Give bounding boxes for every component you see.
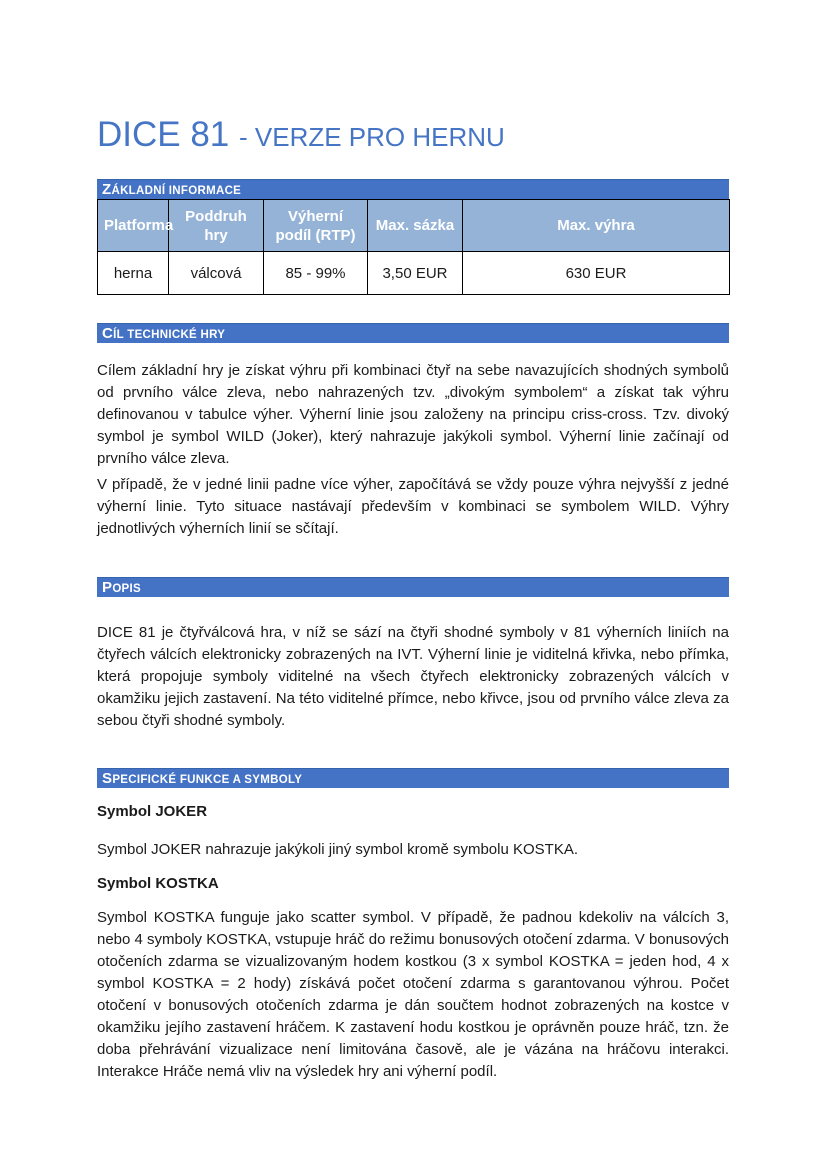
symbol-kostka-paragraph: Symbol KOSTKA funguje jako scatter symbol. V případě, že padnou kdekoliv na válcích 3, nebo 4 symboly KOSTKA, vstupuje hráč do režimu bonusových otočení zdarma. V bonusových otočeních zdarma se vizualizovaným hodem kostkou (3 x symbol KOSTKA = jeden hod, 4 x symbol KOSTKA = 2 hody) získává počet otočení zdarma s garantovanou výhrou. Počet otočení v bonusových otočeních zdarma je dán součtem hodnot zobrazených na kostce v okamžiku jejího zastavení hráčem. K zastavení hodu kostkou je oprávněn pouze hráč, tzn. že doba přehrávání vizualizace není limitována časově, ale je vázána na hráčovu interakci. Interakce Hráče nemá vliv na výsledek hry ani výherní podíl. [97, 909, 729, 1080]
section-header-specificke-funkce: SPECIFICKÉ FUNKCE A SYMBOLY [97, 768, 729, 788]
symbol-kostka-heading: Symbol KOSTKA [97, 875, 219, 892]
cell-platforma: herna [98, 252, 169, 295]
symbol-joker-heading: Symbol JOKER [97, 803, 208, 820]
col-header-max-sazka: Max. sázka [368, 200, 463, 252]
symbol-joker-paragraph: Symbol JOKER nahrazuje jakýkoli jiný symbol kromě symbolu KOSTKA. [97, 841, 578, 858]
page-title [97, 112, 729, 160]
goal-paragraph-2: V případě, že v jedné linii padne více výher, započítává se vždy pouze výhra nejvyšší z jedné výherní linie. Tyto situace nastávají především v kombinaci se symbolem WILD. Výhry jednotlivých výherních linií se sčítají. [97, 476, 729, 537]
cell-max-sazka: 3,50 EUR [368, 252, 463, 295]
cell-poddruh-hry: válcová [169, 252, 264, 295]
page-title-subtitle: - VERZE PRO HERNU [239, 122, 505, 152]
col-header-poddruh-hry: Poddruh hry [169, 200, 264, 252]
cell-vyherni-podil: 85 - 99% [264, 252, 368, 295]
page-title-main: DICE 81 [97, 115, 230, 154]
basic-info-table [97, 199, 730, 295]
col-header-platforma: Platforma [98, 200, 169, 252]
goal-paragraph-1: Cílem základní hry je získat výhru při kombinaci čtyř na sebe navazujících shodných symbolů od prvního válce zleva, nebo nahrazených tzv. „divokým symbolem“ a získat tak výhru definovanou v tabulce výher. Výherní linie jsou založeny na principu criss-cross. Tzv. divoký symbol je symbol WILD (Joker), který nahrazuje jakýkoli symbol. Výherní linie začínají od prvního válce zleva. [97, 362, 729, 467]
section-header-popis: POPIS [97, 577, 729, 597]
section-header-zakladni-informace: ZÁKLADNÍ INFORMACE [97, 179, 729, 199]
section-header-cil-technicke-hry: CÍL TECHNICKÉ HRY [97, 323, 729, 343]
table-row [98, 252, 730, 295]
col-header-max-vyhra: Max. výhra [463, 200, 730, 252]
table-header-row [98, 200, 730, 252]
document-content [97, 0, 729, 1083]
popis-paragraph: DICE 81 je čtyřválcová hra, v níž se sází na čtyři shodné symboly v 81 výherních liniích na čtyřech válcích elektronicky zobrazených na IVT. Výherní linie je viditelná křivka, nebo přímka, která propojuje symboly viditelné na všech čtyřech elektronicky zobrazených válcích v okamžiku jejich zastavení. Na této viditelné přímce, nebo křivce, jsou od prvního válce zleva za sebou čtyři shodné symboly. [97, 624, 729, 729]
cell-max-vyhra: 630 EUR [463, 252, 730, 295]
col-header-vyherni-podil: Výherní podíl (RTP) [264, 200, 368, 252]
